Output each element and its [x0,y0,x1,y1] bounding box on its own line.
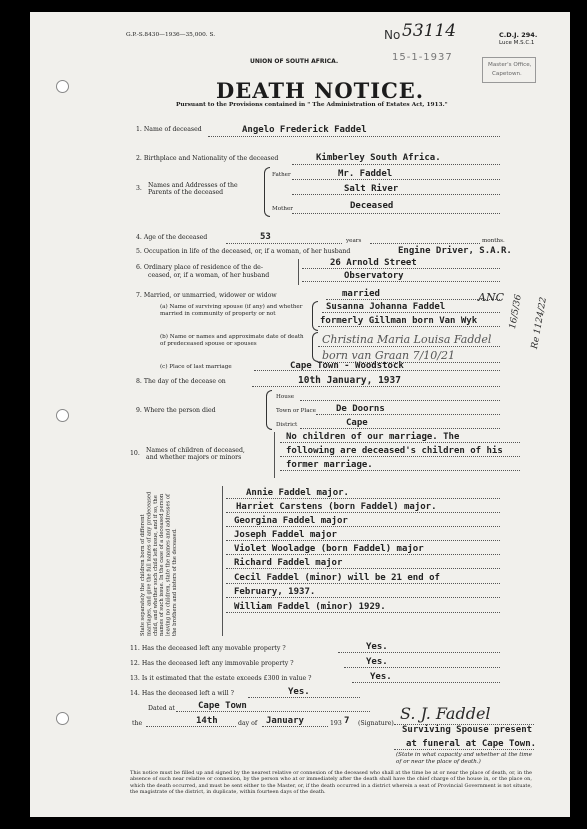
item-6-label-b: ceased, or, if a woman, of her husband [148,272,270,279]
question-14-line [248,697,360,698]
stamp-office: Master's Office, [488,62,532,68]
item-4-value: 53 [260,232,271,242]
father-address: Salt River [344,184,399,194]
document-subtitle: Pursuant to the Provisions contained in " The Administration of Estates Act, 1913." [176,102,448,108]
date-month-line [262,726,328,727]
signature-label: (Signature) [358,720,394,727]
form-code-2: Luce M.S.C.1 [499,40,535,46]
item-4-label: 4. Age of the deceased [136,234,208,241]
item-7a-value-2: formerly Gillman born Van Wyk [320,316,478,326]
item-4-line [226,243,342,244]
child-entry: Violet Wooladge (born Faddel) major [234,544,424,554]
mother-line [292,213,500,214]
child-entry: Cecil Faddel (minor) will be 21 end of [234,573,440,583]
item-2-label: 2. Birthplace and Nationality of the deceased [136,155,279,162]
child-rule [226,498,500,499]
question-13-value: Yes. [370,672,392,682]
house-label: House [276,394,295,400]
town-label: Town or Place [276,408,316,414]
item-7a-label: (a) Name of surviving spouse (if any) and whether married in community of property or not [160,304,303,317]
item-7a-annotation-2: 16/5/36 [508,293,524,330]
item-7b-hand-1: Christina Maria Louisa Faddel [322,333,492,346]
stamp-no-value: 53114 [402,21,457,41]
item-6-line-b [302,281,500,282]
item-10-line-3: former marriage. [286,460,373,470]
item-4-years: years [346,238,362,244]
child-entry: Harriet Carstens (born Faddel) major. [236,502,437,512]
child-rule [226,583,500,584]
item-10-num: 10. [130,450,140,457]
district-value: Cape [346,418,368,428]
union-label: UNION OF SOUTH AFRICA. [250,58,339,65]
punch-hole-middle [56,409,69,422]
gp-number: G.P.-S.8430—1936—35,000. S. [126,32,216,38]
child-entry: Georgina Faddel major [234,516,348,526]
item-7a-annotation: ANC [478,291,504,304]
item-7a-annotation-3: Re 1124/22 [530,296,549,350]
item-7c-value: Cape Town - Woodstock [290,361,404,371]
item-7b-brace [312,332,318,362]
father-addr-line [292,194,500,195]
item-6-divider [298,259,299,285]
signature: S. J. Faddel [400,704,491,723]
child-entry: William Faddel (minor) 1929. [234,602,386,612]
question-12-line [344,667,500,668]
item-7a-line-1 [322,312,500,313]
item-7-label: 7. Married, or unmarried, widower or widow [136,292,277,299]
item-10-label: Names of children of deceased, and whether majors or minors [146,447,245,462]
child-entry: Joseph Faddel major [234,530,337,540]
question-14-label: 14. Has the deceased left a will ? [130,690,234,697]
date-day-line [146,726,236,727]
document-title: DEATH NOTICE. [216,78,425,103]
masters-office-stamp [482,57,536,83]
question-11-line [338,652,500,653]
item-5-value: Engine Driver, S.A.R. [398,246,512,256]
district-line [300,428,500,429]
item-7c-line [254,370,500,371]
item-7a-value-1: Susanna Johanna Faddel [326,302,446,312]
item-6-value-b: Observatory [344,271,404,281]
date-day-of-label: day of [238,720,258,727]
child-rule [226,526,500,527]
item-10-divider [274,432,275,478]
dated-at-label: Dated at [148,705,175,712]
form-code: C.D.J. 294. [499,31,538,39]
item-2-value: Kimberley South Africa. [316,153,441,163]
child-entry: February, 1937. [234,587,316,597]
item-10-rule-1 [280,442,520,443]
capacity-line-1: Surviving Spouse present [402,725,533,735]
question-12-value: Yes. [366,657,388,667]
capacity-line-2: at funeral at Cape Town. [406,739,537,749]
item-2-line [292,164,500,165]
child-rule [226,597,500,598]
capacity-rule [394,749,534,750]
children-divider [222,486,223,636]
house-line [300,400,500,401]
item-3-label: Names and Addresses of the Parents of the deceased [148,182,238,197]
dated-at-line [176,711,370,712]
item-10-rule-2 [280,456,520,457]
question-13-line [352,682,500,683]
father-label: Father [272,172,291,178]
child-rule [226,540,500,541]
item-10-line-2: following are deceased's children of his [286,446,503,456]
mother-value: Deceased [350,201,394,211]
item-7-line [326,299,500,300]
item-1-label: 1. Name of deceased [136,126,202,133]
item-8-label: 8. The day of the decease on [136,378,226,385]
item-3-brace [264,167,270,217]
item-6-line-a [302,268,500,269]
item-7b-hand-2: born van Graan 7/10/21 [322,349,456,362]
item-8-line [252,386,500,387]
item-7a-line-2 [318,326,500,327]
item-4-months-line [370,243,480,244]
child-rule [226,612,500,613]
item-9-brace [266,390,272,430]
item-6-value-a: 26 Arnold Street [330,258,417,268]
child-rule [226,568,500,569]
child-rule [226,554,500,555]
item-9-label: 9. Where the person died [136,407,216,414]
children-side-note: State separately the children born of different marriages, and give the full names of any predeceased child, and whether such child left issue, and if so, the names of such issue. In the case of a deceased person leaving no children, state the names and addresses of the brothers and sisters of the deceased. [140,491,179,636]
date-year-prefix: 193 [330,720,342,727]
punch-hole-top [56,80,69,93]
item-10-line-1: No children of our marriage. The [286,432,460,442]
question-13-label: 13. Is it estimated that the estate exceeds £300 in value ? [130,675,312,682]
item-7b-label: (b) Name or names and approximate date of death of predeceased spouse or spouses [160,334,304,347]
town-line [316,414,500,415]
father-line [292,179,500,180]
town-value: De Doorns [336,404,385,414]
item-7c-label: (c) Place of last marriage [160,364,232,370]
child-entry: Annie Faddel major. [246,488,349,498]
registration-stamp [382,21,488,63]
child-entry: Richard Faddel major [234,558,343,568]
item-6-label-a: 6. Ordinary place of residence of the de- [136,264,263,271]
item-8-value: 10th January, 1937 [298,375,401,386]
stamp-date: 15-1-1937 [392,52,453,63]
item-1-value: Angelo Frederick Faddel [242,125,367,135]
capacity-note: (State in what capacity and whether at the time of or near the place of death.) [396,752,532,765]
stamp-no-label: No [384,28,401,42]
item-4-months: months. [482,238,505,244]
death-notice-document [30,12,570,817]
item-5-label: 5. Occupation in life of the deceased, or, if a woman, of her husband [136,248,351,255]
child-rule [226,512,500,513]
father-value: Mr. Faddel [338,169,393,179]
punch-hole-bottom [56,712,69,725]
date-month-value: January [266,716,304,726]
footer-instructions: This notice must be filled up and signed by the nearest relative or connexion of the deceased who shall at the time be at or near the place of death, or, in the absence of such near relative or connexion, by the person who at or immediately after the death shall have the chief charge of the house in, or the place on, which the death occurred, and must be sent either to the Master, or, if the death occurred in a district wherein a seat of Provincial Government is not situate, the magistrate of the district, in duplicate, within fourteen days of the death. [130,770,532,795]
mother-label: Mother [272,206,293,212]
question-14-value: Yes. [288,687,310,697]
item-1-line [208,136,500,137]
date-year-value: 7 [344,716,350,726]
district-label: District [276,422,298,428]
item-7-value: married [342,289,380,299]
stamp-city: Capetown. [492,71,522,77]
dated-at-value: Cape Town [198,701,247,711]
question-12-label: 12. Has the deceased left any immovable property ? [130,660,294,667]
item-10-rule-3 [280,470,520,471]
date-the-label: the [132,720,143,727]
date-day-value: 14th [196,716,218,726]
question-11-label: 11. Has the deceased left any movable property ? [130,645,286,652]
question-11-value: Yes. [366,642,388,652]
item-7b-line-1 [318,346,500,347]
item-3-num: 3. [136,185,142,192]
